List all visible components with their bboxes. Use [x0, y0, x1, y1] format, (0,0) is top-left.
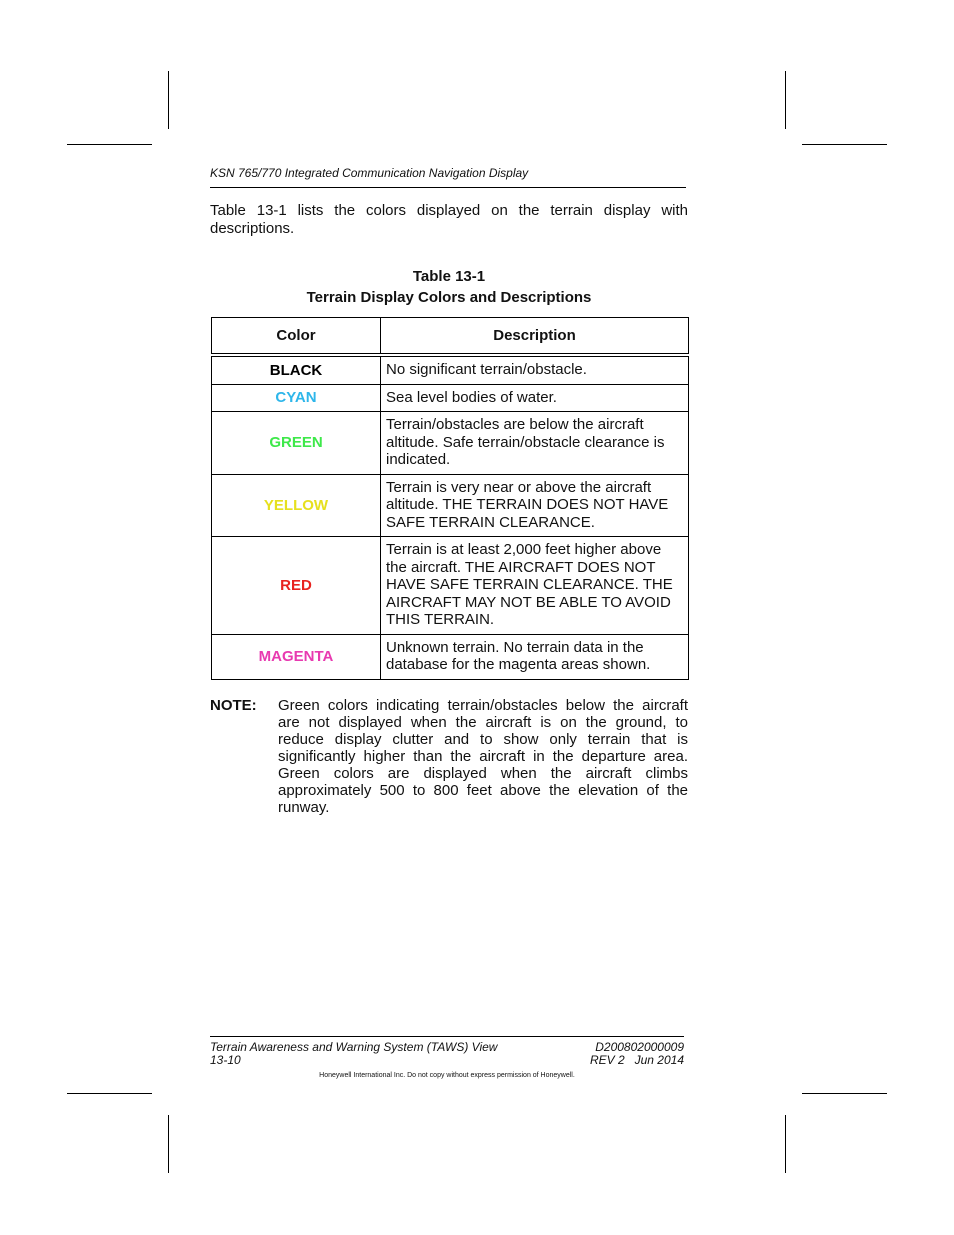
description-column-header: Description	[381, 318, 689, 356]
table-number: Table 13-1	[412, 268, 486, 285]
color-column-header: Color	[212, 318, 381, 356]
note-text: Green colors indicating terrain/obstacles below the aircraft are not displayed when the aircraft is on the ground, to reduce display clutter and to show only terrain that is significantly higher than the aircraft in the departure area. Green colors are displayed when the aircraft climbs approximately 500 to 800 feet above the elevation of the runway.	[278, 697, 688, 816]
crop-mark	[67, 1093, 152, 1094]
footer-revision: REV 2 Jun 2014	[589, 1053, 684, 1067]
color-description: Terrain is very near or above the aircraft altitude. THE TERRAIN DOES NOT HAVE SAFE TERRAIN CLEARANCE.	[381, 474, 689, 537]
crop-mark	[785, 71, 786, 129]
crop-mark	[67, 144, 152, 145]
table-row	[212, 537, 689, 635]
table-header-row	[212, 318, 689, 356]
crop-mark	[802, 144, 887, 145]
color-description: Terrain is at least 2,000 feet higher above the aircraft. THE AIRCRAFT DOES NOT HAVE SAFE TERRAIN CLEARANCE. THE AIRCRAFT MAY NOT BE ABLE TO AVOID THIS TERRAIN.	[381, 537, 689, 635]
footer-rule	[210, 1036, 684, 1037]
color-description: Sea level bodies of water.	[381, 384, 689, 412]
color-description: No significant terrain/obstacle.	[381, 355, 689, 384]
crop-mark	[802, 1093, 887, 1094]
copyright-notice: Honeywell International Inc. Do not copy without express permission of Honeywell.	[319, 1072, 575, 1079]
footer-doc-number: D200802000009	[595, 1040, 684, 1054]
table-row	[212, 474, 689, 537]
color-name: CYAN	[212, 384, 381, 412]
color-name: GREEN	[212, 412, 381, 475]
table-row	[212, 355, 689, 384]
color-description: Unknown terrain. No terrain data in the database for the magenta areas shown.	[381, 634, 689, 679]
footer-page-number: 13-10	[210, 1053, 241, 1067]
color-name: MAGENTA	[212, 634, 381, 679]
header-rule	[210, 187, 686, 188]
color-name: BLACK	[212, 355, 381, 384]
table-row	[212, 384, 689, 412]
terrain-colors-table	[211, 317, 689, 680]
table-title: Terrain Display Colors and Descriptions	[306, 289, 592, 306]
color-name: YELLOW	[212, 474, 381, 537]
crop-mark	[168, 71, 169, 129]
crop-mark	[785, 1115, 786, 1173]
color-description: Terrain/obstacles are below the aircraft altitude. Safe terrain/obstacle clearance is indicated.	[381, 412, 689, 475]
intro-paragraph: Table 13-1 lists the colors displayed on the terrain display with descriptions.	[210, 202, 688, 237]
crop-mark	[168, 1115, 169, 1173]
table-row	[212, 412, 689, 475]
page-header-title: KSN 765/770 Integrated Communication Navigation Display	[210, 166, 529, 180]
footer-section-title: Terrain Awareness and Warning System (TAWS) View	[210, 1040, 498, 1054]
color-name: RED	[212, 537, 381, 635]
table-row	[212, 634, 689, 679]
note-label: NOTE:	[210, 697, 257, 714]
